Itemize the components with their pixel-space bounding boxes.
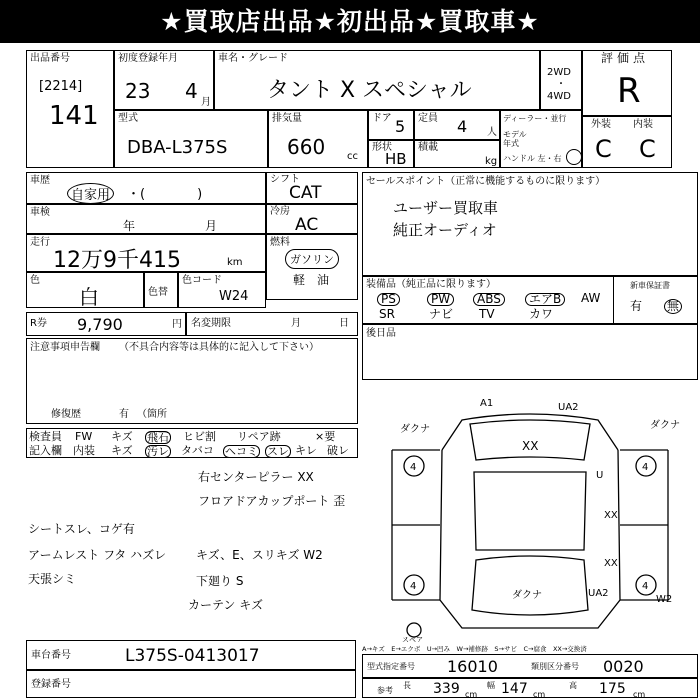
interior-label: 内装 [633, 119, 653, 130]
drive-dot: ・ [556, 79, 566, 90]
mileage-label: 走行 [30, 237, 50, 248]
dealer-label: ディーラー・並行 [503, 114, 567, 123]
lot-label: 出品番号 [30, 53, 70, 64]
name-change-month: 月 [291, 318, 301, 329]
car-damage-diagram [362, 380, 698, 642]
usage-label: 車歴 [30, 175, 50, 186]
load-cell [414, 140, 500, 168]
int-item-3: タバコ [181, 444, 214, 457]
equipment-label: 装備品（純正品に限ります） [366, 279, 496, 290]
ac-cell [266, 204, 358, 234]
fw-item-5: ×要 [315, 430, 336, 443]
equipment-cell [362, 276, 698, 324]
usage-value: 自家用 [67, 183, 114, 204]
color-label: 色 [30, 275, 40, 286]
mileage-cell [26, 234, 266, 272]
insp-note-7: 下廻り S [196, 574, 244, 588]
sales-cell [362, 172, 698, 276]
int-item-5: スレ [267, 445, 289, 458]
color-cell [26, 272, 144, 308]
car-name-value: タント X スペシャル [267, 78, 472, 103]
diag-label-w2: W2 [656, 594, 673, 605]
color-no-label: 色コード [182, 275, 222, 286]
capacity-label: 定員 [418, 113, 438, 124]
capacity-value: 4 [457, 117, 468, 136]
usage-cell [26, 172, 266, 204]
chassis-cell [26, 640, 356, 670]
cc-unit: cc [347, 151, 358, 162]
exterior-label: 外装 [591, 119, 611, 130]
first-reg-month: 4 [185, 79, 198, 103]
dealer-cell [500, 110, 582, 168]
model-year-label2: 年式 [503, 139, 519, 148]
length-value: 339 [433, 681, 460, 697]
diag-label-xx-right1: XX [604, 510, 618, 521]
warranty-yes: 有 [630, 299, 643, 313]
model-year-label: モデル [503, 130, 527, 139]
model-value: DBA-L375S [127, 137, 228, 158]
sales-label: セールスポイント（正常に機能するものに限ります） [366, 176, 606, 187]
insp-note-6: 天張シミ [28, 572, 77, 586]
recycle-cell [26, 312, 186, 336]
banner-title: ★買取店出品★初出品★買取車★ [0, 0, 700, 43]
door-value: 5 [395, 117, 406, 136]
height-unit: cm [633, 690, 646, 699]
insp-note-2: フロアドアカップポート 歪 [198, 494, 346, 508]
model-no-value: 16010 [447, 657, 498, 676]
handle-right-circle [566, 149, 582, 165]
insp-note-8: カーテン キズ [188, 598, 263, 612]
color-no-value: W24 [219, 289, 249, 304]
insp-note-4: アームレスト フタ ハズレ [28, 548, 167, 562]
warranty-no: 無 [664, 299, 682, 314]
equip-aw: AW [581, 291, 601, 305]
damage-legend: A→キズ E→エクボ U→凹み W→補修跡 S→サビ C→腐食 XX→交換済 [362, 645, 587, 653]
width-label: 幅 [487, 681, 495, 690]
int-item-7: 破レ [327, 444, 349, 457]
diag-label-ua2-front: UA2 [558, 402, 579, 413]
load-unit: kg [485, 156, 498, 167]
diag-label-a1: A1 [480, 398, 494, 409]
diag-label-dent-left: ダクナ [400, 424, 430, 435]
warranty-box [613, 277, 698, 323]
fuel-cell [266, 234, 358, 300]
lot-number: 141 [49, 101, 99, 131]
warranty-label: 新車保証書 [630, 281, 670, 290]
inspector-label-1: 検査員 [29, 430, 62, 443]
sales-point-1: ユーザー買取車 [393, 199, 499, 217]
insp-note-1: 右センターピラー XX [198, 470, 314, 484]
diag-label-ua2-rear: UA2 [588, 588, 609, 599]
fuel-gas: ガソリン [285, 249, 339, 269]
car-rear-glass [472, 556, 588, 615]
reg-label: 登録番号 [31, 679, 71, 690]
shape-value: HB [385, 150, 407, 168]
cc-label: 排気量 [272, 113, 302, 124]
inspector-label-2: 記入欄 [29, 444, 62, 457]
ref-label: 参考 [377, 686, 393, 695]
width-value: 147 [501, 681, 528, 697]
chassis-label: 車台番号 [31, 650, 71, 661]
lot-cell [26, 50, 114, 168]
interior-value: C [639, 135, 656, 163]
diag-label-xx-hood: XX [522, 439, 539, 453]
equip-navi: ナビ [429, 307, 454, 321]
cc-cell [268, 110, 368, 168]
capacity-unit: 人 [487, 127, 497, 138]
diag-wheel-fl: 4 [410, 462, 417, 473]
handle-label: ハンドル 左・右 [503, 154, 562, 163]
diag-wheel-rr: 4 [642, 581, 649, 592]
fuel-light: 軽 油 [293, 273, 330, 287]
int-item-2: 汚レ [147, 445, 169, 458]
ac-label: 冷房 [270, 206, 290, 217]
insp-note-5: キズ、E、スリキズ W2 [196, 548, 323, 562]
shape-label: 形状 [372, 142, 392, 153]
diag-label-dent-right: ダクナ [650, 420, 680, 431]
height-label: 高 [569, 681, 577, 690]
capacity-cell [414, 110, 500, 140]
width-unit: cm [533, 690, 546, 699]
door-label: ドア [372, 113, 392, 124]
repair-label: 修復歴 [51, 409, 81, 420]
month-unit: 月 [201, 97, 211, 108]
int-item-6: キレ [295, 444, 317, 457]
model-label: 型式 [118, 113, 138, 124]
after-label: 後日品 [366, 328, 396, 339]
name-change-day: 日 [339, 318, 349, 329]
first-reg-year: 23 [125, 79, 151, 103]
sales-point-2: 純正オーディオ [393, 221, 497, 239]
class-no-value: 0020 [603, 657, 644, 676]
int-item-4: ヘコミ [225, 445, 258, 458]
equip-pw: PW [427, 293, 454, 306]
insp-note-3: シートスレ、コゲ有 [28, 522, 135, 536]
auction-sheet [18, 48, 698, 700]
model-no-cell [362, 654, 698, 678]
fw-item-1: キズ [111, 430, 133, 443]
color-value: 白 [79, 285, 99, 309]
car-name-cell [214, 50, 540, 110]
spare-tire [407, 623, 421, 637]
notes-sub: （不具合内容等は具体的に記入して下さい） [119, 342, 319, 353]
inspection-month-unit: 月 [205, 219, 218, 233]
equip-leather: カワ [529, 307, 554, 321]
after-cell [362, 324, 698, 380]
registration-cell [26, 670, 356, 698]
diag-label-u: U [596, 470, 604, 481]
height-value: 175 [599, 681, 626, 697]
diag-spare: スペア [402, 636, 423, 642]
inspection-year-unit: 年 [123, 219, 136, 233]
recycle-label: R券 [30, 318, 47, 329]
recycle-value: 9,790 [77, 315, 123, 334]
exterior-value: C [595, 135, 612, 163]
color-change-label: 色替 [148, 287, 168, 298]
recycle-unit: 円 [172, 319, 182, 330]
usage-suffix: ・( ) [127, 187, 203, 202]
class-no-label: 類別区分番号 [531, 662, 579, 671]
fw-item-2: 飛石 [147, 431, 169, 444]
equip-tv: TV [479, 307, 495, 321]
inspection-date-cell [26, 204, 266, 234]
fuel-label: 燃料 [270, 237, 290, 248]
length-label: 長 [403, 681, 411, 690]
name-change-label: 名変期限 [191, 318, 231, 329]
dimensions-cell [362, 678, 698, 698]
color-change-cell [144, 272, 178, 308]
name-change-cell [186, 312, 358, 336]
door-cell [368, 110, 414, 140]
mileage-unit: km [227, 257, 243, 268]
color-no-cell [178, 272, 266, 308]
car-body-left [440, 450, 620, 628]
interior-insp-label: 内装 [73, 444, 95, 457]
shift-label: シフト [270, 174, 300, 185]
grade-label: 評価点 [601, 51, 650, 65]
fw-label: FW [75, 430, 93, 443]
diag-label-xx-right2: XX [604, 558, 618, 569]
car-roof [474, 472, 586, 550]
lot-bracket: [2214] [39, 79, 83, 94]
inspection-date-label: 車検 [30, 207, 50, 218]
diag-wheel-fr: 4 [642, 462, 649, 473]
ext-int-cell [582, 116, 672, 168]
int-item-1: キズ [111, 444, 133, 457]
diag-label-dent-rear: ダクナ [512, 590, 542, 601]
length-unit: cm [465, 690, 478, 699]
model-cell [114, 110, 268, 168]
first-reg-cell [114, 50, 214, 110]
mileage-value: 12万9千415 [53, 248, 181, 273]
shift-value: CAT [289, 183, 322, 203]
drive-2wd: 2WD [547, 67, 571, 78]
fw-item-4: リペア跡 [237, 430, 281, 443]
equip-ps: PS [377, 293, 400, 306]
shape-cell [368, 140, 414, 168]
shift-cell [266, 172, 358, 204]
load-label: 積載 [418, 142, 438, 153]
repair-value: 有 [119, 409, 129, 420]
grade-value: R [617, 71, 641, 111]
ac-value: AC [295, 215, 319, 235]
cc-value: 660 [287, 135, 326, 159]
fw-item-3: ヒビ割 [183, 430, 216, 443]
equip-airbag: エアB [525, 293, 565, 306]
repair-part: （箇所 [137, 409, 167, 420]
notes-cell [26, 338, 358, 424]
notes-label: 注意事項申告欄 [30, 342, 100, 353]
model-no-label: 型式指定番号 [367, 662, 415, 671]
car-name-label: 車名・グレード [218, 53, 288, 64]
equip-abs: ABS [473, 293, 505, 306]
chassis-value: L375S-0413017 [125, 646, 260, 666]
drive-cell [540, 50, 582, 110]
drive-4wd: 4WD [547, 91, 571, 102]
inspector-cell [26, 428, 358, 458]
diag-wheel-rl: 4 [410, 581, 417, 592]
first-reg-label: 初度登録年月 [118, 53, 178, 64]
equip-sr: SR [379, 307, 395, 321]
grade-cell [582, 50, 672, 116]
